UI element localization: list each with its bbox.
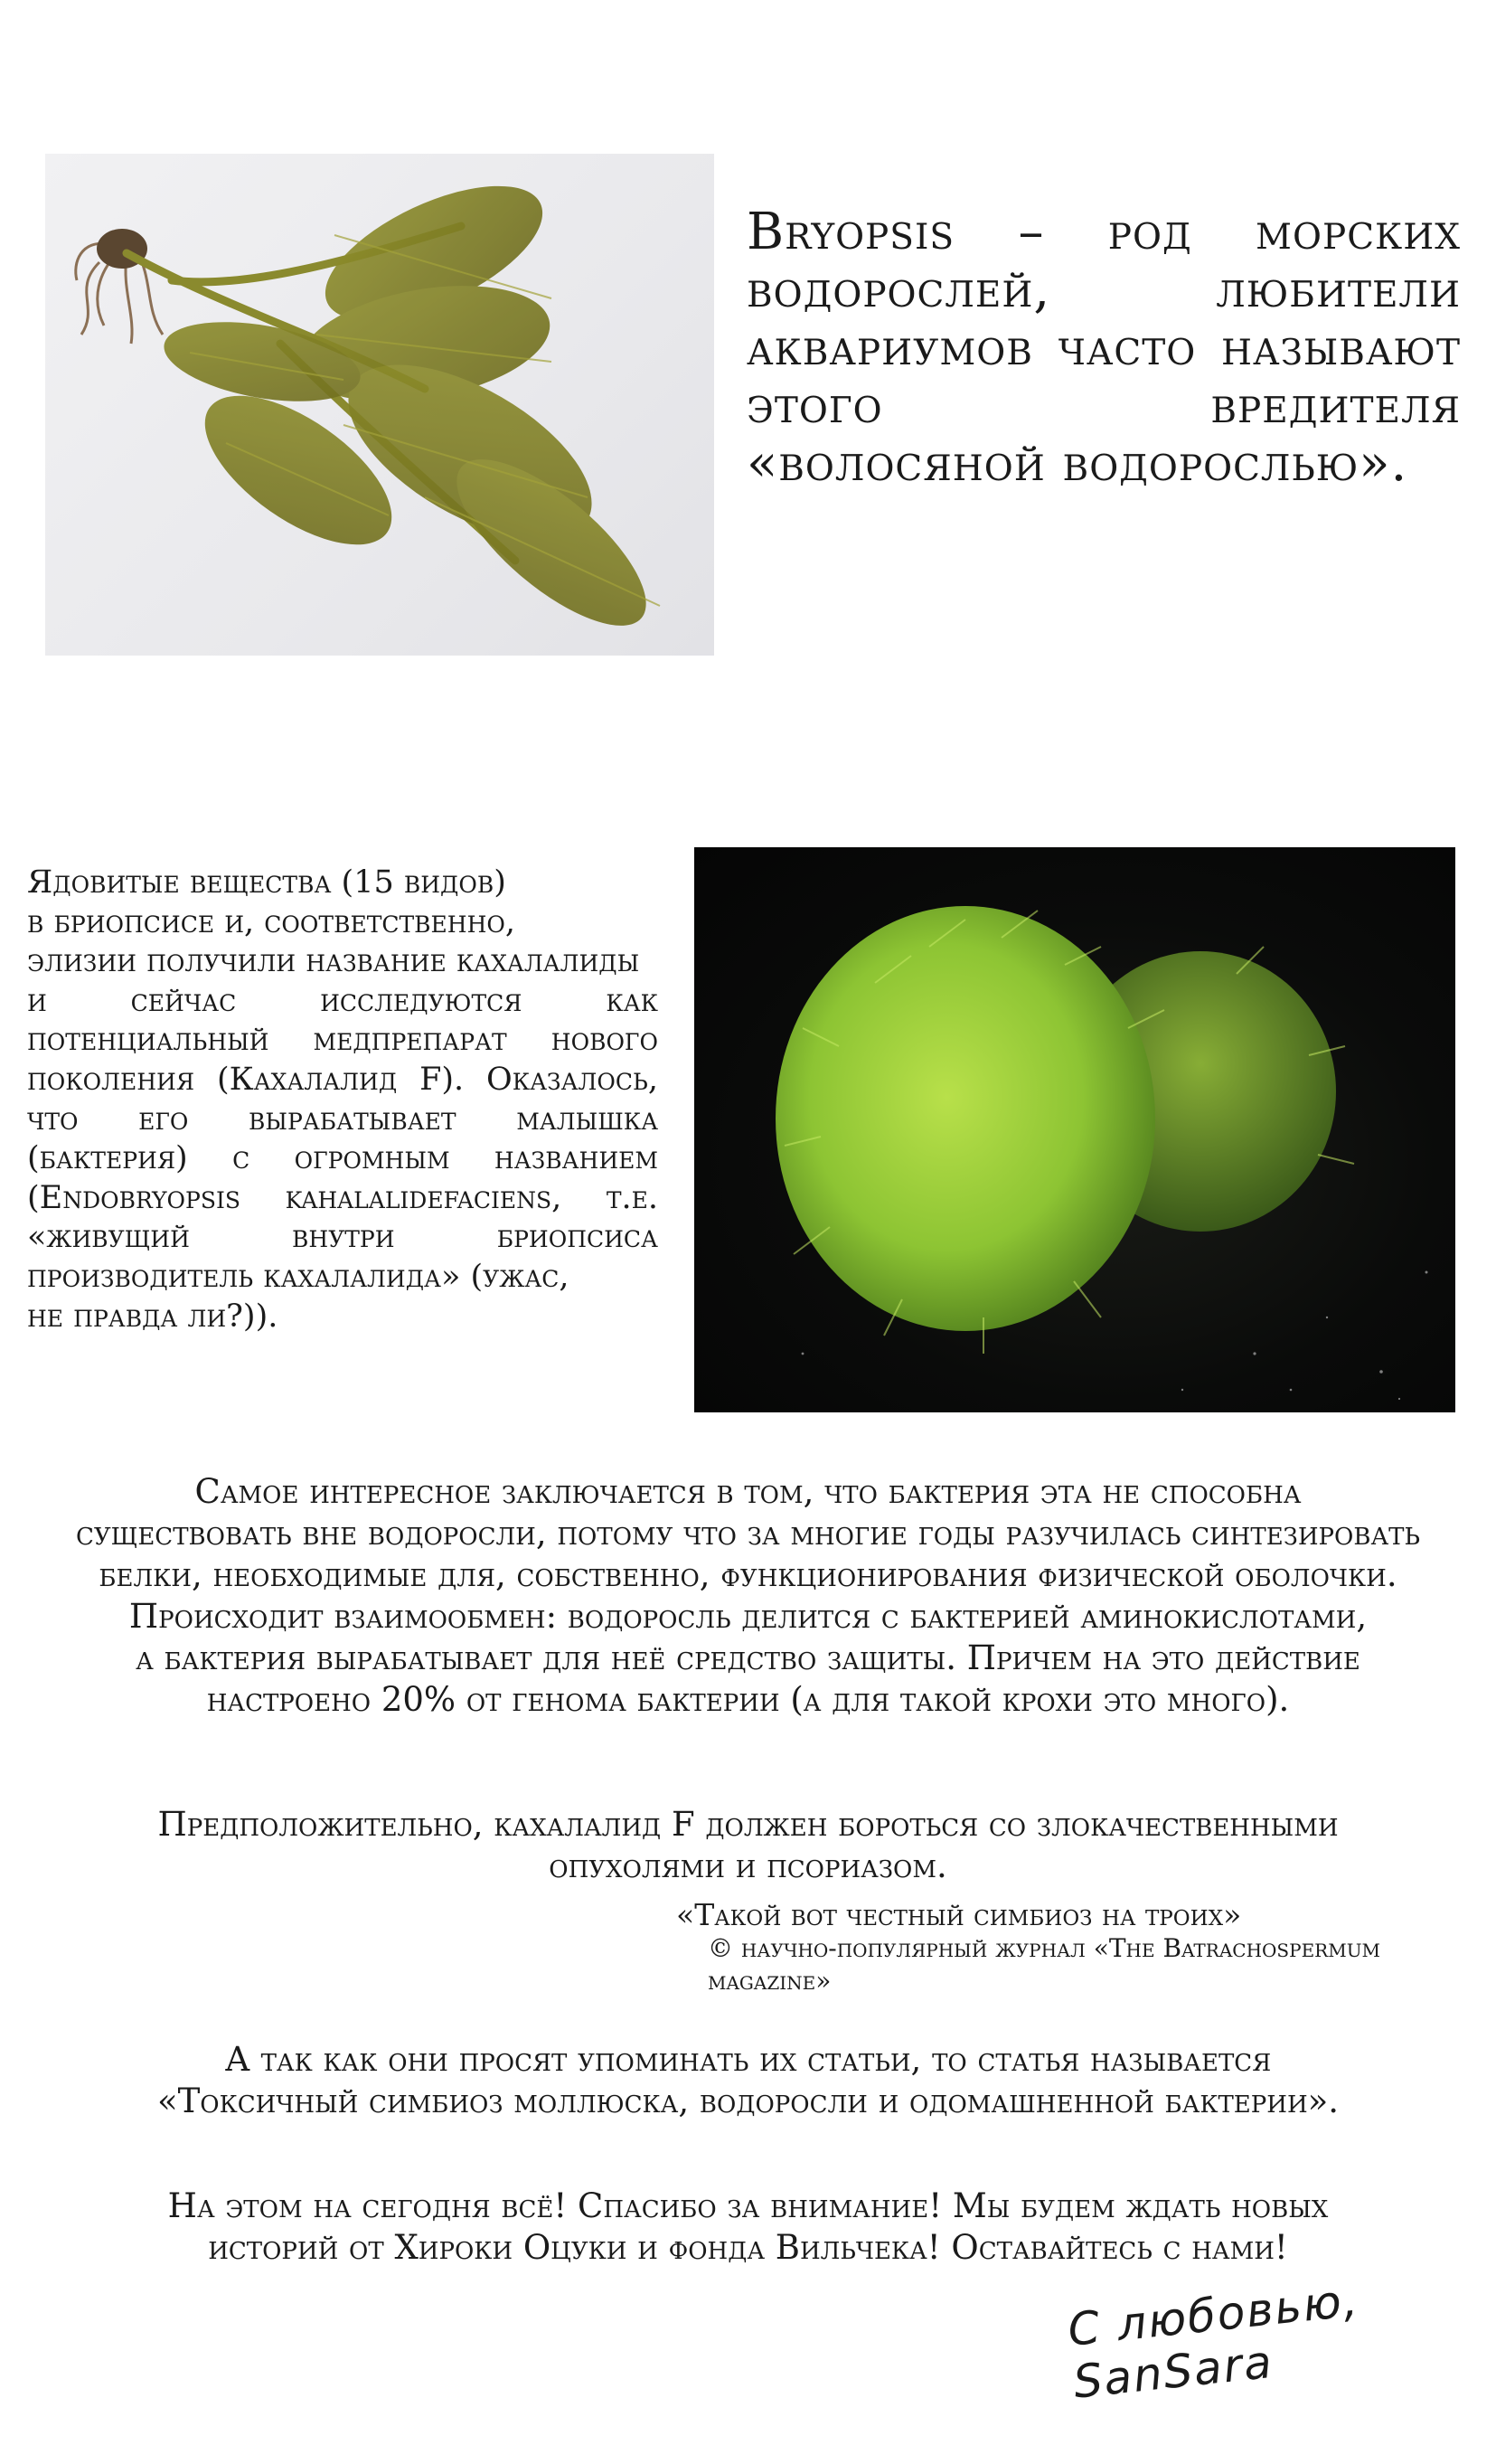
symbiosis-line: существовать вне водоросли, потому что за многие годы разучилась синтезировать — [75, 1514, 1421, 1553]
seaweed-illustration — [45, 154, 714, 656]
symbiosis-line: Самое интересное заключается в том, что бактерия эта не способна — [194, 1472, 1302, 1511]
article-line: «Токсичный симбиоз моллюска, водоросли и одомашненной бактерии». — [156, 2082, 1340, 2120]
toxins-line: потенциальный медпрепарат нового — [27, 1022, 658, 1059]
toxins-line: что его вырабатывает малышка — [27, 1100, 658, 1138]
kahalalide-paragraph — [36, 1804, 1460, 1887]
toxins-line: «живущий внутри бриопсиса — [27, 1219, 658, 1256]
toxins-line: поколения (Кахалалид F). Оказалось, — [27, 1061, 658, 1098]
signature: С любовью, SanSara — [1065, 2273, 1362, 2409]
article-line: А так как они просят упоминать их статьи, то статья называется — [224, 2040, 1272, 2079]
toxins-line: производитель кахалалида» (ужас, — [27, 1258, 569, 1295]
symbiosis-paragraph — [36, 1471, 1460, 1721]
symbiosis-line: белки, необходимые для, собственно, функционирования физической оболочки. — [99, 1555, 1397, 1594]
symbiosis-line: настроено 20% от генома бактерии (а для такой крохи это много). — [206, 1680, 1290, 1719]
moss-ball-illustration — [694, 847, 1455, 1412]
kahalalide-line: Предположительно, кахалалид F должен бороться со злокачественными — [157, 1805, 1339, 1844]
toxins-line: в бриопсисе и, соответственно, — [27, 903, 516, 940]
toxins-line: и сейчас исследуются как — [27, 982, 658, 1019]
toxins-line: не правда ли?)). — [27, 1298, 278, 1335]
toxins-line: элизии получили название кахалалиды — [27, 943, 640, 980]
toxins-paragraph — [27, 864, 658, 1336]
toxins-line: (Endobryopsis kahalalidefaciens, т.е. — [27, 1179, 658, 1216]
moss-ball-photo — [694, 847, 1455, 1412]
symbiosis-line: Происходит взаимообмен: водоросль делится с бактерией аминокислотами, — [128, 1597, 1368, 1636]
closing-line: историй от Хироки Оцуки и фонда Вильчека! Оставайтесь с нами! — [208, 2228, 1288, 2267]
toxins-line: Ядовитые вещества (15 видов) — [27, 864, 506, 901]
kahalalide-line: опухолями и псориазом. — [549, 1846, 947, 1885]
article-paragraph — [36, 2039, 1460, 2122]
seaweed-photo — [45, 154, 714, 656]
closing-paragraph — [36, 2186, 1460, 2269]
intro-paragraph: Bryopsis – род морских водорослей, любители аквариумов часто называют этого вредителя «волосяной водорослью». — [747, 203, 1461, 493]
closing-line: На этом на сегодня всё! Спасибо за внимание! Мы будем ждать новых — [167, 2186, 1329, 2225]
symbiosis-line: а бактерия вырабатывает для неё средство защиты. Причем на это действие — [136, 1638, 1360, 1677]
toxins-line: (бактерия) с огромным названием — [27, 1140, 658, 1177]
quote-source: © научно-популярный журнал «The Batrachospermum magazine» — [708, 1933, 1381, 1996]
quote-title: «Такой вот честный симбиоз на троих» — [676, 1897, 1242, 1932]
